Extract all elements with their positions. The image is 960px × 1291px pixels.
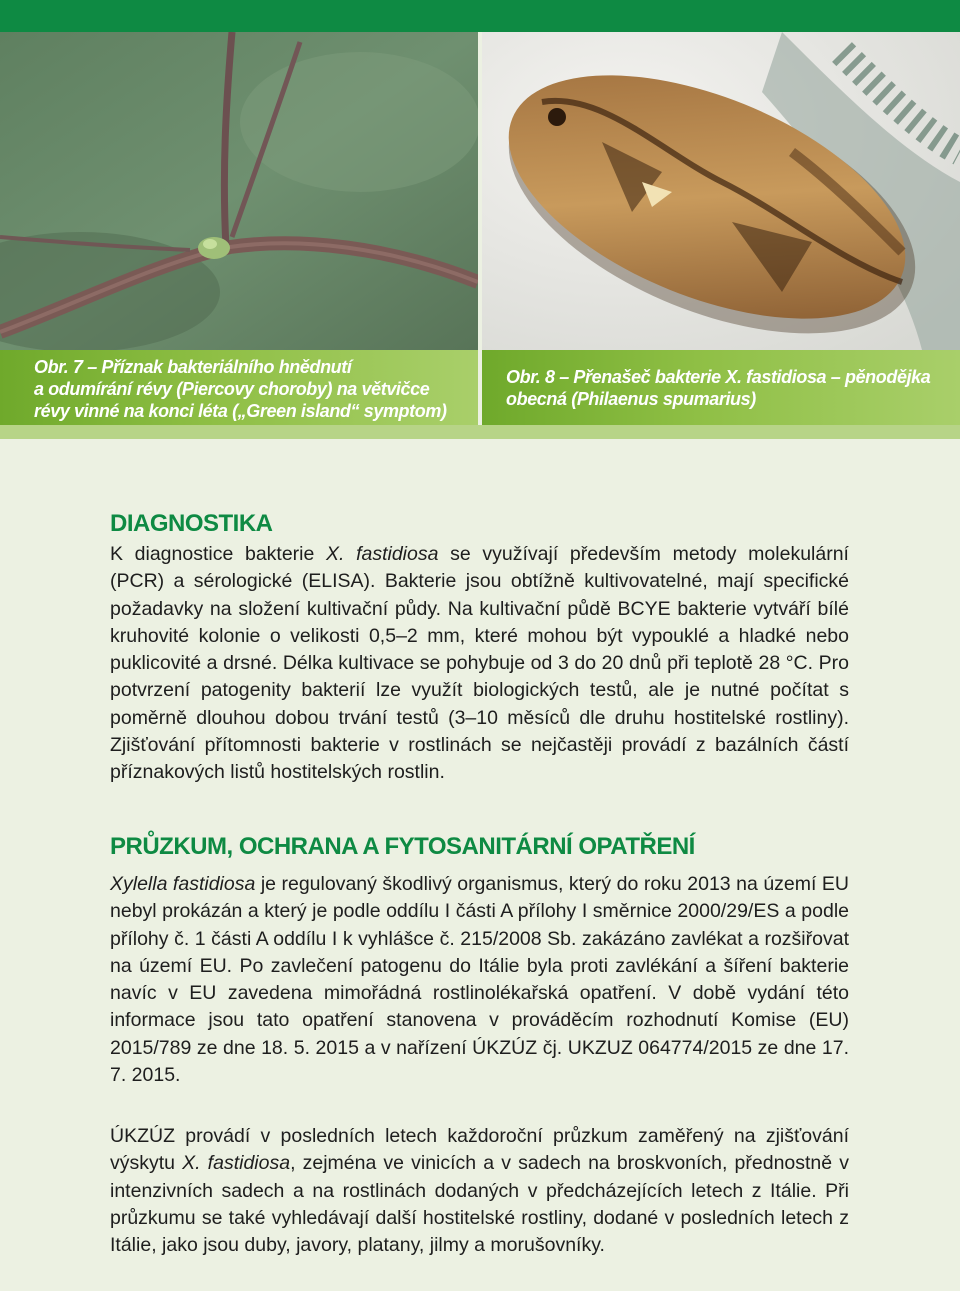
figure-8-caption-line1: Obr. 8 – Přenašeč bakterie X. fastidiosa – pěnodějka: [506, 367, 931, 387]
top-green-bar: [0, 0, 960, 32]
figure-7-caption-line1: Obr. 7 – Příznak bakteriálního hnědnutí: [34, 357, 352, 377]
diagnostika-species-italic: X. fastidiosa: [326, 543, 439, 565]
pruzkum-paragraph-1: [110, 871, 849, 1089]
pruzkum-species-italic-2: X. fastidiosa: [182, 1152, 291, 1175]
caption-underline-strip: [0, 425, 960, 439]
diagnostika-paragraph: [110, 541, 849, 787]
diagnostika-heading: DIAGNOSTIKA: [110, 510, 273, 537]
pruzkum-text-2b: , zejména ve vinicích a v sadech na broskvoních, přednostně v intenzivních sadech a na rostlinách dodaných v předcházejících letech z Itálie. Při průzkumu se také vyhledávají další hostitelské rostliny, dodané v posledních letech z Itálie, jako jsou duby, javory, platany, jilmy a morušovníky.: [110, 1152, 849, 1257]
grapevine-twig-photo: [0, 32, 478, 350]
figure-7-caption-line2: a odumírání révy (Piercovy choroby) na větvičce: [34, 379, 430, 399]
pruzkum-text-2a: ÚKZÚZ provádí v posledních letech každoroční průzkum zaměřený na zjišťování výskytu: [110, 1125, 849, 1175]
figure-8-caption: [506, 366, 930, 410]
figure-7-caption-line3: révy vinné na konci léta („Green island“ symptom): [34, 401, 447, 421]
froghopper-insect-photo: [482, 32, 960, 350]
diagnostika-text-b: se využívají především metody molekulární (PCR) a sérologické (ELISA). Bakterie jsou obtížně kultivovatelné, mají specifické požadavky na složení kultivační půdy. Na kultivační půdě BCYE bakterie vytváří bílé kruhovité kolonie o velikosti 0,5–2 mm, které mohou být vypouklé a hladké nebo puklicovité a drsné. Délka kultivace se pohybuje od 3 do 20 dnů při teplotě 28 °C. Pro potvrzení patogenity bakterií lze využít biologických testů, ale je nutné počítat s poměrně dlouhou dobou trvání testů (3–10 měsíců dle druhu hostitelské rostliny). Zjišťování přítomnosti bakterie v rostlinách se nejčastěji provádí z bazálních částí příznakových listů hostitelských rostlin.: [110, 543, 849, 784]
figure-8-caption-line2: obecná (Philaenus spumarius): [506, 389, 756, 409]
pruzkum-heading: PRŮZKUM, OCHRANA A FYTOSANITÁRNÍ OPATŘENÍ: [110, 833, 695, 860]
pruzkum-species-italic-1: Xylella fastidiosa: [110, 873, 256, 895]
figure-7-caption: [34, 356, 447, 422]
diagnostika-text-a: K diagnostice bakterie: [110, 543, 326, 565]
pruzkum-paragraph-2: [110, 1123, 849, 1259]
pruzkum-text-1: je regulovaný škodlivý organismus, který do roku 2013 na území EU nebyl prokázán a který je podle oddílu I části A přílohy I směrnice 2000/29/ES a podle přílohy č. 1 části A oddílu I k vyhlášce č. 215/2008 Sb. zakázáno zavlékat a rozšiřovat na území EU. Po zavlečení patogenu do Itálie byla proti zavlékání a šíření bakterie navíc v EU zavedena mimořádná rostlinolékařská opatření. V době vydání této informace jsou tato opatření stanovena v prováděcím rozhodnutí Komise (EU) 2015/789 ze dne 18. 5. 2015 a v nařízení ÚKZÚZ čj. UKZUZ 064774/2015 ze dne 17. 7. 2015.: [110, 873, 850, 1087]
